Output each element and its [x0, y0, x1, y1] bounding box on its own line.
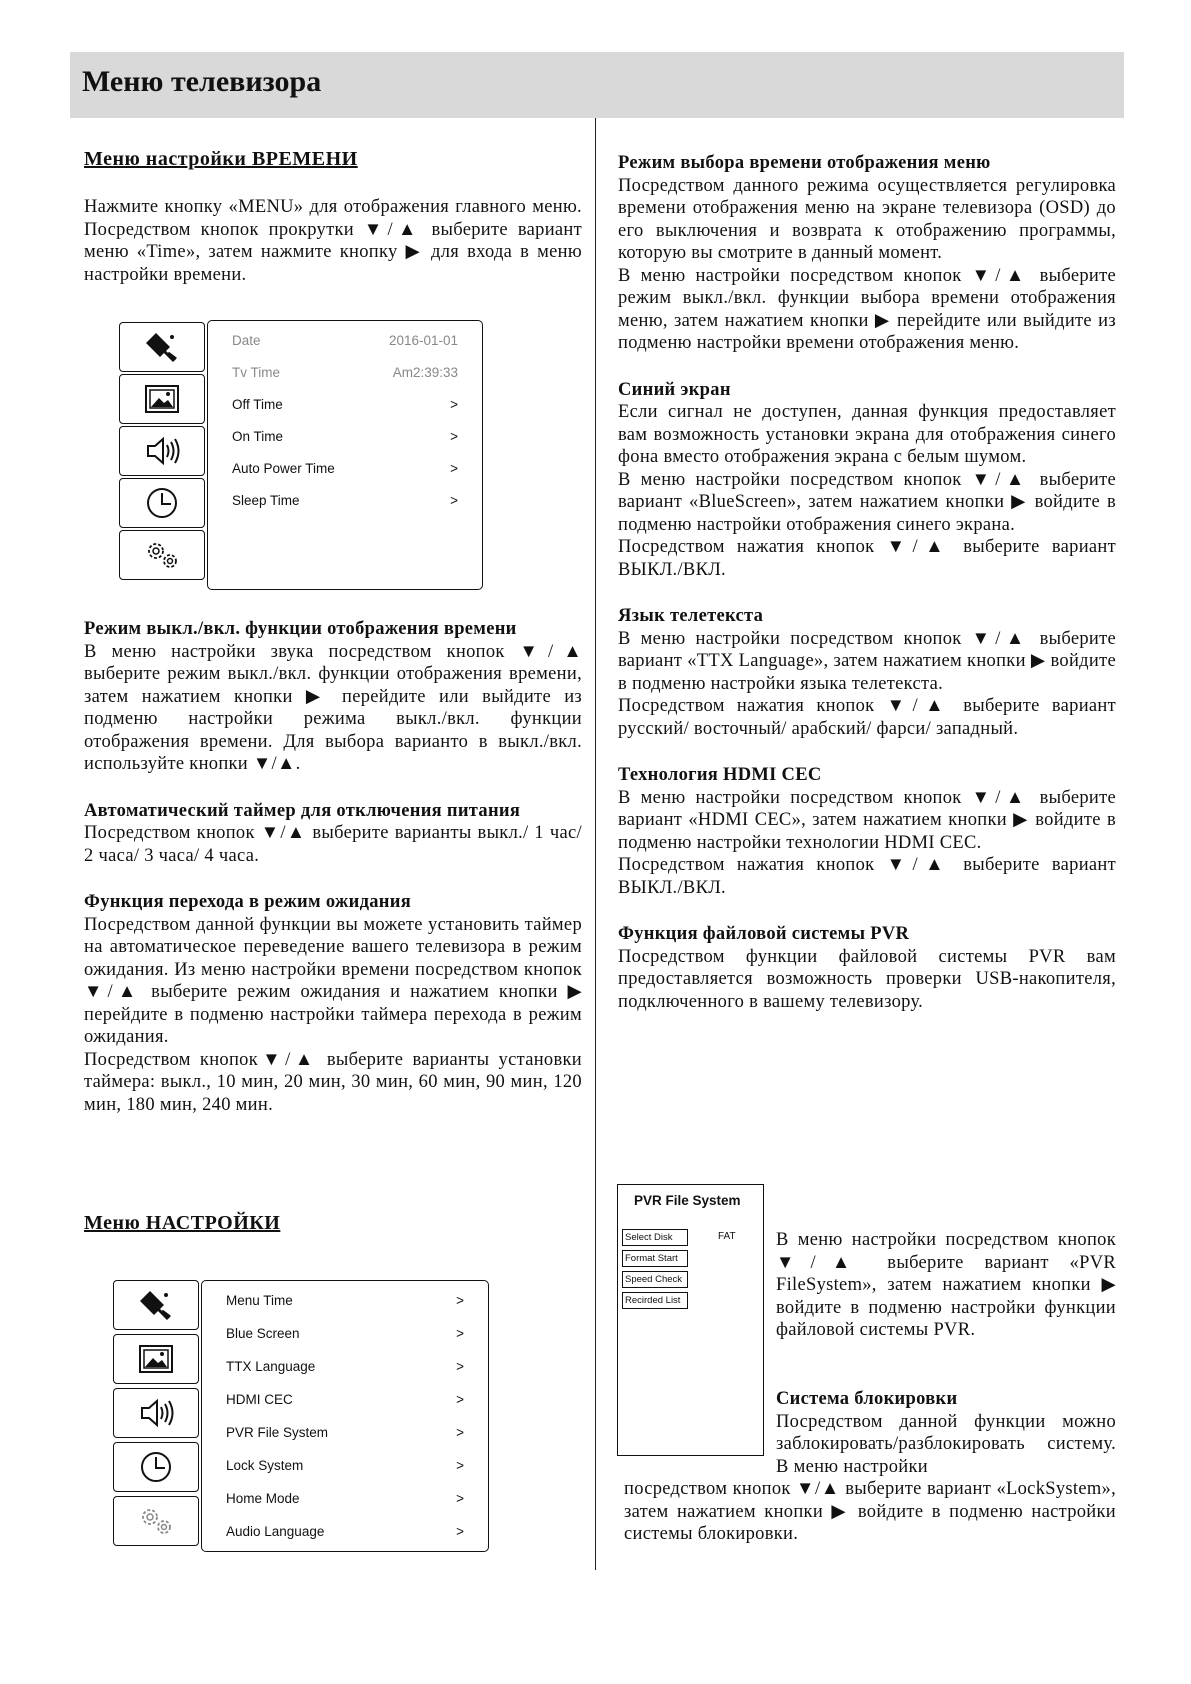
- section-title-menu-time: Режим выбора времени отображения меню: [618, 153, 991, 173]
- section-title-time-display: Режим выкл./вкл. функции отображения времени: [84, 619, 517, 639]
- section-title-lock-system: Система блокировки: [776, 1389, 958, 1409]
- section-body-lock-system-2: посредством кнопок ▼/▲ выберите вариант «LockSystem», затем нажатием кнопки ▶ войдите в подменю настройки системы блокировки.: [624, 1479, 1116, 1544]
- menu-row-pvr-file-system[interactable]: PVR File System >: [226, 1425, 464, 1440]
- page-title: Меню телевизора: [82, 65, 322, 98]
- section-body-hdmi-cec-2: Посредством нажатия кнопок ▼/▲ выберите вариант ВЫКЛ./ВКЛ.: [618, 855, 1116, 898]
- time-menu: [119, 320, 483, 590]
- section-body-standby-1: Посредством данной функции вы можете установить таймер на автоматическое переведение вашего телевизора в режим ожидания. Из меню настройки времени посредством кнопок ▼/▲ выберите режим ожидания и нажатием кнопки ▶ перейдите в подменю настройки таймера перехода в режим ожидания.: [84, 914, 582, 1047]
- pvr-dialog-title: PVR File System: [634, 1193, 741, 1208]
- left-sections: [84, 618, 582, 1116]
- section-body-ttx-language-1: В меню настройки посредством кнопок ▼/▲ выберите вариант «TTX Language», затем нажатием кнопки ▶ войдите в подменю настройки языка телетекста.: [618, 628, 1116, 694]
- section-title-pvr: Функция файловой системы PVR: [618, 924, 910, 944]
- right-sections: [618, 152, 1116, 1013]
- section-title-standby: Функция перехода в режим ожидания: [84, 892, 412, 912]
- section-body-menu-time-1: Посредством данного режима осуществляется регулировка времени отображения меню на экране телевизора (OSD) до его выключения и возврата к отображению программы, которую вы смотрите в данный момент.: [618, 175, 1116, 263]
- disk-format-value: FAT: [718, 1231, 736, 1242]
- lock-system-section: [776, 1388, 1116, 1478]
- section-body-blue-screen-2: В меню настройки посредством кнопок ▼/▲ выберите вариант «BlueScreen», затем нажатием кнопки ▶ войдите в подменю настройки отображения синего экрана.: [618, 469, 1116, 535]
- section-body-standby-2: Посредством кнопок▼/▲ выберите варианты установки таймера: выкл., 10 мин, 20 мин, 30 мин, 60 мин, 90 мин, 120 мин, 180 мин, 240 мин.: [84, 1049, 582, 1115]
- menu-row-blue-screen[interactable]: Blue Screen >: [226, 1326, 464, 1341]
- section-title-auto-power: Автоматический таймер для отключения питания: [84, 800, 521, 821]
- menu-row-off-time[interactable]: Off Time >: [232, 397, 458, 412]
- section-title-ttx-language: Язык телетекста: [618, 606, 764, 626]
- menu-row-menu-time[interactable]: Menu Time >: [226, 1293, 464, 1308]
- picture-icon[interactable]: [119, 374, 205, 424]
- menu-row-date[interactable]: Date 2016-01-01: [232, 333, 458, 348]
- menu-row-home-mode[interactable]: Home Mode >: [226, 1491, 464, 1506]
- time-menu-title: Меню настройки ВРЕМЕНИ: [84, 148, 358, 170]
- section-title-hdmi-cec: Технология HDMI CEC: [618, 765, 822, 785]
- sound-icon[interactable]: [119, 426, 205, 476]
- menu-row-ttx-language[interactable]: TTX Language >: [226, 1359, 464, 1374]
- menu-row-hdmi-cec[interactable]: HDMI CEC >: [226, 1392, 464, 1407]
- satellite-icon[interactable]: [119, 322, 205, 372]
- time-intro: Нажмите кнопку «MENU» для отображения главного меню. Посредством кнопок прокрутки ▼/▲ выберите вариант меню «Time», затем нажмите кнопку ▶ для входа в меню настройки времени.: [84, 197, 582, 285]
- pvr-file-system-dialog: [617, 1184, 764, 1456]
- menu-row-tv-time[interactable]: Tv Time Am2:39:33: [232, 365, 458, 380]
- settings-menu-title: Меню НАСТРОЙКИ: [84, 1212, 281, 1234]
- section-body-time-display: В меню настройки звука посредством кнопок ▼/▲ выберите режим выкл./вкл. функции отображения времени, затем нажатием кнопки ▶ перейдите или выйдите из подменю настройки режима выкл./вкл. функции отображения времени. Для выбора варианто в выкл./вкл. используйте кнопки ▼/▲.: [84, 641, 582, 774]
- time-menu-panel: [207, 320, 483, 590]
- pvr-description: В меню настройки посредством кнопок ▼/▲ выберите вариант «PVR FileSystem», затем нажатием кнопки ▶ войдите в подменю настройки функции файловой системы PVR.: [776, 1230, 1116, 1340]
- format-start-button[interactable]: Format Start: [622, 1250, 688, 1267]
- section-body-hdmi-cec-1: В меню настройки посредством кнопок ▼/▲ выберите вариант «HDMI CEC», затем нажатием кнопки ▶ войдите в подменю настройки технологии HDMI CEC.: [618, 787, 1116, 853]
- section-body-blue-screen-1: Если сигнал не доступен, данная функция предоставляет вам возможность установки экрана для отображения синего фона вместо отображения экрана с белым шумом.: [618, 402, 1116, 467]
- column-divider: [595, 118, 596, 1570]
- gear-icon[interactable]: [113, 1496, 199, 1546]
- section-title-blue-screen: Синий экран: [618, 379, 731, 400]
- satellite-icon[interactable]: [113, 1280, 199, 1330]
- clock-icon[interactable]: [113, 1442, 199, 1492]
- speed-check-button[interactable]: Speed Check: [622, 1271, 688, 1288]
- section-body-menu-time-2: В меню настройки посредством кнопок ▼/▲ выберите режим выкл./вкл. функции выбора времени отображения меню, затем нажатием кнопки ▶ перейдите или выйдите из подменю настройки времени отображения меню.: [618, 265, 1116, 353]
- picture-icon[interactable]: [113, 1334, 199, 1384]
- section-body-ttx-language-2: Посредством нажатия кнопок ▼/▲ выберите вариант русский/ восточный/ арабский/ фарси/ западный.: [618, 696, 1116, 739]
- gear-icon[interactable]: [119, 530, 205, 580]
- menu-row-sleep-time[interactable]: Sleep Time >: [232, 493, 458, 508]
- settings-menu-panel: [201, 1280, 489, 1552]
- clock-icon[interactable]: [119, 478, 205, 528]
- menu-row-audio-language[interactable]: Audio Language >: [226, 1524, 464, 1539]
- section-body-pvr: Посредством функции файловой системы PVR вам предоставляется возможность проверки USB-накопителя, подключенного в вашему телевизору.: [618, 946, 1116, 1012]
- menu-row-auto-power-time[interactable]: Auto Power Time >: [232, 461, 458, 476]
- select-disk-button[interactable]: Select Disk: [622, 1229, 688, 1246]
- menu-row-on-time[interactable]: On Time >: [232, 429, 458, 444]
- page-header: [70, 52, 1124, 118]
- menu-row-lock-system[interactable]: Lock System >: [226, 1458, 464, 1473]
- section-body-auto-power: Посредством кнопок ▼/▲ выберите варианты выкл./ 1 час/ 2 часа/ 3 часа/ 4 часа.: [84, 823, 582, 866]
- sound-icon[interactable]: [113, 1388, 199, 1438]
- section-body-lock-system-1: Посредством данной функции можно заблокировать/разблокировать систему. В меню настройки: [776, 1411, 1116, 1477]
- recorded-list-button[interactable]: Recirded List: [622, 1292, 688, 1309]
- settings-menu: [113, 1280, 489, 1552]
- section-body-blue-screen-3: Посредством нажатия кнопок ▼/▲ выберите вариант ВЫКЛ./ВКЛ.: [618, 537, 1116, 580]
